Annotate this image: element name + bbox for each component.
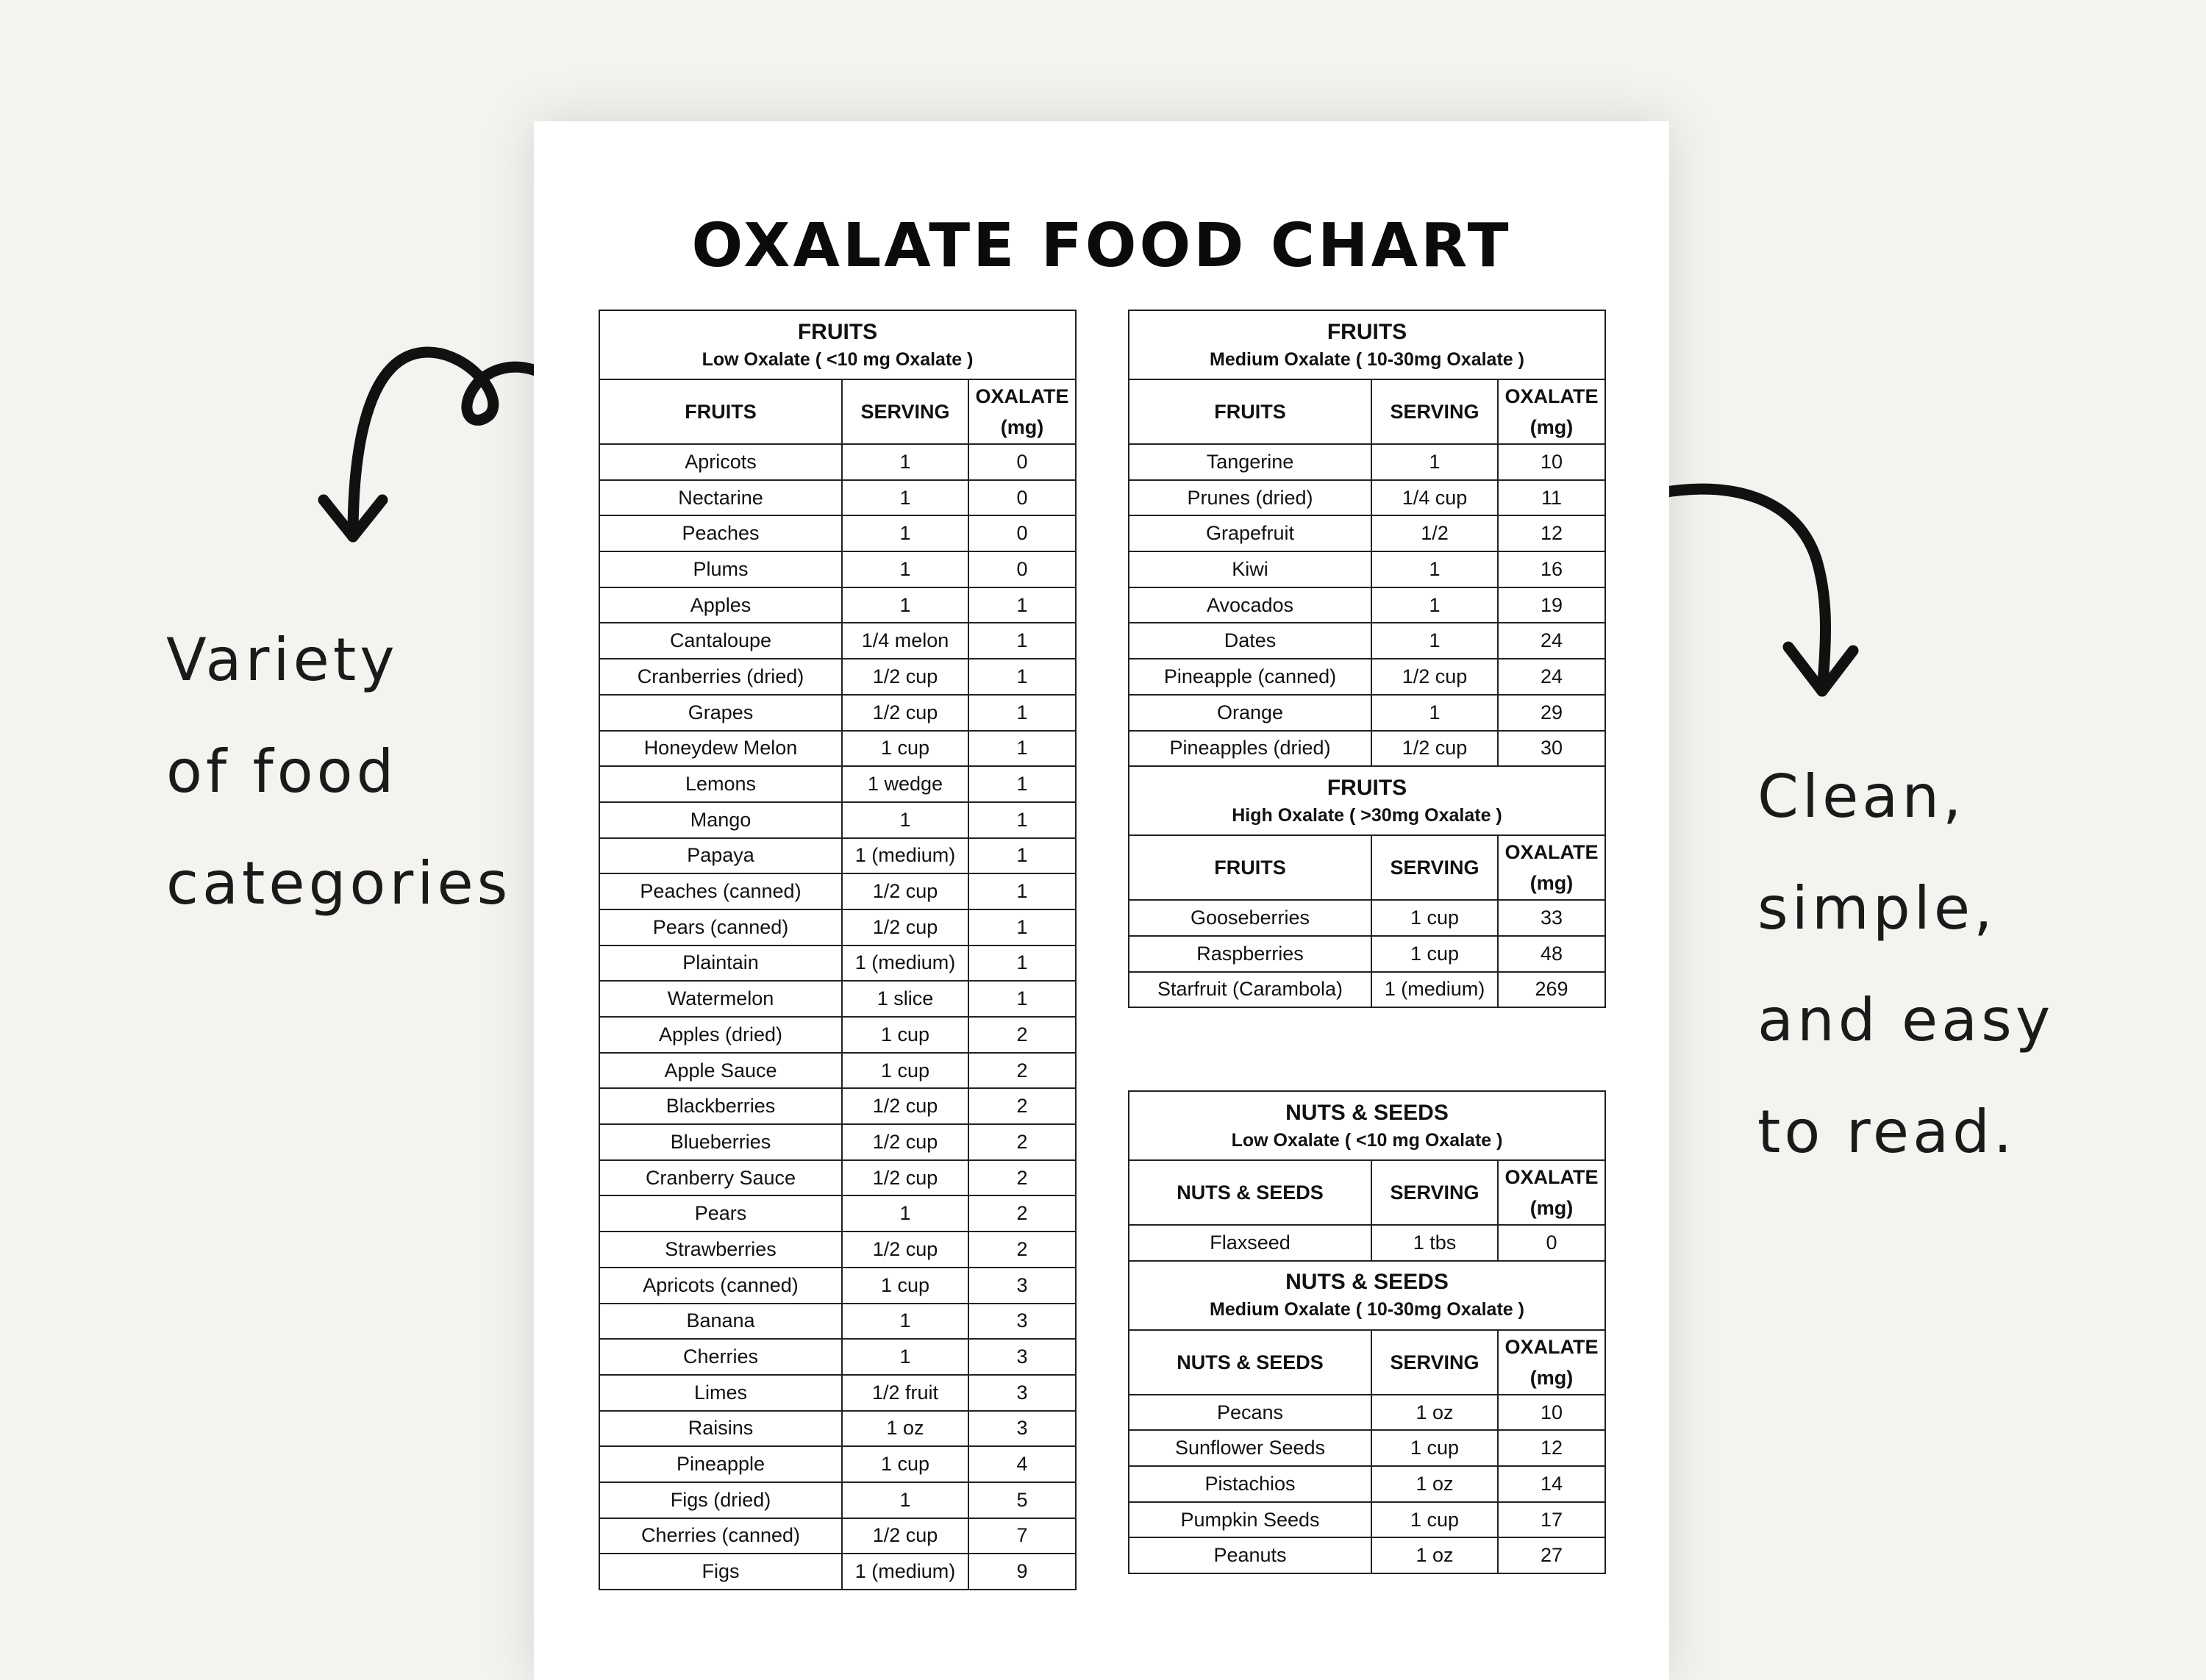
oxalate-mg-cell: 19 <box>1498 587 1605 623</box>
oxalate-mg-cell: 1 <box>968 695 1076 731</box>
column-header <box>1498 835 1605 900</box>
food-name-cell: Nectarine <box>599 480 842 516</box>
serving-cell: 1/2 cup <box>842 695 968 731</box>
serving-cell: 1/2 cup <box>842 909 968 946</box>
oxalate-mg-cell: 48 <box>1498 936 1605 972</box>
column-header-line: OXALATE <box>1504 1166 1599 1188</box>
oxalate-mg-cell: 3 <box>968 1339 1076 1375</box>
oxalate-mg-cell: 1 <box>968 623 1076 659</box>
serving-cell: 1/2 cup <box>842 659 968 695</box>
oxalate-mg-cell: 12 <box>1498 515 1605 551</box>
table-row <box>599 1124 1076 1160</box>
food-name-cell: Plums <box>599 551 842 587</box>
table-row <box>599 1017 1076 1053</box>
table-row <box>1129 515 1605 551</box>
section-category: FRUITS <box>1327 319 1407 344</box>
column-header-row <box>1129 1330 1605 1395</box>
column-header: SERVING <box>1371 1330 1498 1395</box>
table-row <box>1129 659 1605 695</box>
serving-cell: 1/2 <box>1371 515 1498 551</box>
section-category: FRUITS <box>797 319 878 344</box>
column-header: FRUITS <box>1129 379 1371 444</box>
oxalate-mg-cell: 9 <box>968 1554 1076 1590</box>
serving-cell: 1 wedge <box>842 766 968 802</box>
oxalate-mg-cell: 4 <box>968 1446 1076 1482</box>
column-header-line: (mg) <box>1529 416 1574 438</box>
table-row <box>599 659 1076 695</box>
serving-cell: 1 <box>842 551 968 587</box>
left-caption-line: categories <box>166 849 512 918</box>
serving-cell: 1/2 cup <box>842 1232 968 1268</box>
oxalate-mg-cell: 0 <box>968 551 1076 587</box>
food-name-cell: Pumpkin Seeds <box>1129 1502 1371 1538</box>
food-name-cell: Raspberries <box>1129 936 1371 972</box>
column-header-line: (mg) <box>1529 872 1574 895</box>
table-row <box>599 1339 1076 1375</box>
serving-cell: 1/2 fruit <box>842 1375 968 1411</box>
table-row <box>599 731 1076 767</box>
oxalate-mg-cell: 10 <box>1498 1395 1605 1431</box>
food-name-cell: Pineapples (dried) <box>1129 731 1371 767</box>
table-row <box>1129 1466 1605 1502</box>
food-name-cell: Figs (dried) <box>599 1482 842 1518</box>
food-name-cell: Flaxseed <box>1129 1225 1371 1261</box>
table-row <box>1129 695 1605 731</box>
table-row <box>599 1304 1076 1340</box>
table-row <box>1129 900 1605 936</box>
serving-cell: 1 <box>842 587 968 623</box>
nuts-seeds-table <box>1128 1090 1606 1574</box>
oxalate-mg-cell: 1 <box>968 873 1076 909</box>
food-name-cell: Watermelon <box>599 981 842 1017</box>
food-name-cell: Peaches (canned) <box>599 873 842 909</box>
oxalate-mg-cell: 2 <box>968 1160 1076 1196</box>
right-caption-line: to read. <box>1757 1098 2016 1166</box>
oxalate-mg-cell: 0 <box>968 515 1076 551</box>
oxalate-mg-cell: 11 <box>1498 480 1605 516</box>
oxalate-mg-cell: 12 <box>1498 1430 1605 1466</box>
table-row <box>1129 551 1605 587</box>
oxalate-mg-cell: 1 <box>968 659 1076 695</box>
table-row <box>599 873 1076 909</box>
table-row <box>599 1446 1076 1482</box>
serving-cell: 1 cup <box>842 1053 968 1089</box>
oxalate-mg-cell: 2 <box>968 1195 1076 1232</box>
oxalate-mg-cell: 24 <box>1498 623 1605 659</box>
oxalate-mg-cell: 3 <box>968 1375 1076 1411</box>
oxalate-mg-cell: 7 <box>968 1518 1076 1554</box>
table-row <box>599 1053 1076 1089</box>
column-header-line: OXALATE <box>1504 385 1599 407</box>
column-header <box>1498 1160 1605 1225</box>
oxalate-mg-cell: 24 <box>1498 659 1605 695</box>
table-row <box>1129 972 1605 1008</box>
food-name-cell: Pears <box>599 1195 842 1232</box>
table-row <box>599 802 1076 838</box>
table-row <box>599 1268 1076 1304</box>
food-name-cell: Orange <box>1129 695 1371 731</box>
serving-cell: 1 cup <box>842 1446 968 1482</box>
food-name-cell: Apples (dried) <box>599 1017 842 1053</box>
table-row <box>599 695 1076 731</box>
serving-cell: 1/4 cup <box>1371 480 1498 516</box>
oxalate-mg-cell: 3 <box>968 1304 1076 1340</box>
food-name-cell: Tangerine <box>1129 444 1371 480</box>
table-row <box>1129 1395 1605 1431</box>
serving-cell: 1/2 cup <box>842 1518 968 1554</box>
serving-cell: 1/2 cup <box>1371 659 1498 695</box>
table-section-header <box>1129 1261 1605 1330</box>
serving-cell: 1 <box>1371 695 1498 731</box>
serving-cell: 1 <box>842 515 968 551</box>
food-name-cell: Papaya <box>599 838 842 874</box>
column-header-line: (mg) <box>1529 1197 1574 1219</box>
column-header-line: (mg) <box>1000 416 1044 438</box>
column-header: SERVING <box>1371 379 1498 444</box>
oxalate-mg-cell: 0 <box>968 444 1076 480</box>
food-name-cell: Lemons <box>599 766 842 802</box>
table-row <box>599 838 1076 874</box>
table-row <box>599 1088 1076 1124</box>
serving-cell: 1 <box>842 1304 968 1340</box>
serving-cell: 1 <box>842 444 968 480</box>
column-header: NUTS & SEEDS <box>1129 1160 1371 1225</box>
table-section-header <box>1129 766 1605 835</box>
section-level: Medium Oxalate ( 10-30mg Oxalate ) <box>1210 1299 1524 1320</box>
serving-cell: 1 slice <box>842 981 968 1017</box>
oxalate-mg-cell: 1 <box>968 909 1076 946</box>
food-name-cell: Grapes <box>599 695 842 731</box>
food-name-cell: Banana <box>599 1304 842 1340</box>
table-row <box>1129 1502 1605 1538</box>
oxalate-mg-cell: 33 <box>1498 900 1605 936</box>
column-header: NUTS & SEEDS <box>1129 1330 1371 1395</box>
serving-cell: 1/2 cup <box>842 873 968 909</box>
table-row <box>599 1482 1076 1518</box>
serving-cell: 1 <box>842 480 968 516</box>
oxalate-mg-cell: 29 <box>1498 695 1605 731</box>
column-header <box>1498 379 1605 444</box>
serving-cell: 1 <box>842 1195 968 1232</box>
serving-cell: 1 cup <box>1371 1430 1498 1466</box>
oxalate-mg-cell: 1 <box>968 731 1076 767</box>
food-name-cell: Honeydew Melon <box>599 731 842 767</box>
column-header <box>968 379 1076 444</box>
serving-cell: 1 cup <box>1371 1502 1498 1538</box>
food-name-cell: Pecans <box>1129 1395 1371 1431</box>
chart-sheet <box>534 121 1669 1680</box>
serving-cell: 1 cup <box>1371 900 1498 936</box>
section-category: NUTS & SEEDS <box>1285 1100 1449 1125</box>
table-row <box>599 1554 1076 1590</box>
food-name-cell: Cranberries (dried) <box>599 659 842 695</box>
serving-cell: 1 <box>1371 444 1498 480</box>
serving-cell: 1 (medium) <box>842 1554 968 1590</box>
serving-cell: 1 oz <box>1371 1537 1498 1573</box>
oxalate-mg-cell: 3 <box>968 1268 1076 1304</box>
table-row <box>599 766 1076 802</box>
fruits-low-table <box>599 310 1077 1590</box>
food-name-cell: Dates <box>1129 623 1371 659</box>
column-header-line: OXALATE <box>975 385 1069 407</box>
table-row <box>599 587 1076 623</box>
serving-cell: 1 cup <box>1371 936 1498 972</box>
oxalate-mg-cell: 27 <box>1498 1537 1605 1573</box>
food-name-cell: Blueberries <box>599 1124 842 1160</box>
serving-cell: 1/4 melon <box>842 623 968 659</box>
food-name-cell: Apples <box>599 587 842 623</box>
food-name-cell: Peaches <box>599 515 842 551</box>
oxalate-mg-cell: 269 <box>1498 972 1605 1008</box>
food-name-cell: Pistachios <box>1129 1466 1371 1502</box>
column-header-line: OXALATE <box>1504 841 1599 864</box>
serving-cell: 1/2 cup <box>842 1088 968 1124</box>
right-caption-line: Clean, <box>1757 762 1966 831</box>
table-row <box>599 444 1076 480</box>
food-name-cell: Strawberries <box>599 1232 842 1268</box>
food-name-cell: Starfruit (Carambola) <box>1129 972 1371 1008</box>
left-caption <box>166 604 511 940</box>
table-row <box>599 1411 1076 1447</box>
section-category: FRUITS <box>1327 775 1407 800</box>
food-name-cell: Apricots (canned) <box>599 1268 842 1304</box>
serving-cell: 1 <box>1371 551 1498 587</box>
oxalate-mg-cell: 1 <box>968 838 1076 874</box>
food-name-cell: Grapefruit <box>1129 515 1371 551</box>
serving-cell: 1 oz <box>1371 1466 1498 1502</box>
food-name-cell: Blackberries <box>599 1088 842 1124</box>
food-name-cell: Gooseberries <box>1129 900 1371 936</box>
food-name-cell: Cantaloupe <box>599 623 842 659</box>
column-header-line: (mg) <box>1529 1366 1574 1389</box>
table-row <box>1129 480 1605 516</box>
column-header: SERVING <box>842 379 968 444</box>
food-name-cell: Prunes (dried) <box>1129 480 1371 516</box>
section-category: NUTS & SEEDS <box>1285 1270 1449 1295</box>
table-row <box>599 981 1076 1017</box>
serving-cell: 1/2 cup <box>842 1160 968 1196</box>
serving-cell: 1 (medium) <box>842 946 968 982</box>
food-name-cell: Figs <box>599 1554 842 1590</box>
table-row <box>1129 623 1605 659</box>
food-name-cell: Pineapple <box>599 1446 842 1482</box>
table-row <box>1129 587 1605 623</box>
oxalate-mg-cell: 2 <box>968 1088 1076 1124</box>
oxalate-mg-cell: 0 <box>968 480 1076 516</box>
table-section-header <box>599 310 1076 379</box>
food-name-cell: Limes <box>599 1375 842 1411</box>
serving-cell: 1/2 cup <box>1371 731 1498 767</box>
page-title: OXALATE FOOD CHART <box>691 211 1512 281</box>
food-name-cell: Cherries (canned) <box>599 1518 842 1554</box>
food-name-cell: Kiwi <box>1129 551 1371 587</box>
serving-cell: 1 <box>1371 587 1498 623</box>
table-row <box>599 551 1076 587</box>
food-name-cell: Peanuts <box>1129 1537 1371 1573</box>
oxalate-mg-cell: 0 <box>1498 1225 1605 1261</box>
oxalate-mg-cell: 14 <box>1498 1466 1605 1502</box>
table-row <box>1129 1430 1605 1466</box>
table-row <box>599 1195 1076 1232</box>
fruits-medium-high-table <box>1128 310 1606 1008</box>
right-caption-line: simple, <box>1757 874 1996 943</box>
table-row <box>599 1518 1076 1554</box>
left-caption-line: Variety <box>166 626 399 694</box>
food-name-cell: Apple Sauce <box>599 1053 842 1089</box>
oxalate-mg-cell: 1 <box>968 587 1076 623</box>
food-name-cell: Plaintain <box>599 946 842 982</box>
section-level: Low Oxalate ( <10 mg Oxalate ) <box>702 348 974 370</box>
right-caption <box>1757 741 2054 1188</box>
column-header-row <box>599 379 1076 444</box>
table-row <box>1129 444 1605 480</box>
food-name-cell: Pears (canned) <box>599 909 842 946</box>
left-caption-line: of food <box>166 737 398 806</box>
oxalate-mg-cell: 30 <box>1498 731 1605 767</box>
column-header: FRUITS <box>1129 835 1371 900</box>
serving-cell: 1 cup <box>842 731 968 767</box>
section-level: High Oxalate ( >30mg Oxalate ) <box>1232 804 1502 826</box>
oxalate-mg-cell: 17 <box>1498 1502 1605 1538</box>
oxalate-mg-cell: 1 <box>968 946 1076 982</box>
right-caption-line: and easy <box>1757 986 2055 1054</box>
serving-cell: 1/2 cup <box>842 1124 968 1160</box>
food-name-cell: Raisins <box>599 1411 842 1447</box>
table-row <box>599 515 1076 551</box>
serving-cell: 1 cup <box>842 1017 968 1053</box>
food-name-cell: Cherries <box>599 1339 842 1375</box>
oxalate-mg-cell: 10 <box>1498 444 1605 480</box>
column-header-line: OXALATE <box>1504 1335 1599 1358</box>
serving-cell: 1 oz <box>1371 1395 1498 1431</box>
table-row <box>599 623 1076 659</box>
oxalate-mg-cell: 1 <box>968 981 1076 1017</box>
table-row <box>1129 1225 1605 1261</box>
food-name-cell: Mango <box>599 802 842 838</box>
column-header: FRUITS <box>599 379 842 444</box>
table-section-header <box>1129 1091 1605 1160</box>
food-name-cell: Avocados <box>1129 587 1371 623</box>
serving-cell: 1 tbs <box>1371 1225 1498 1261</box>
section-level: Low Oxalate ( <10 mg Oxalate ) <box>1231 1129 1503 1151</box>
column-header <box>1498 1330 1605 1395</box>
column-header-row <box>1129 835 1605 900</box>
oxalate-mg-cell: 2 <box>968 1017 1076 1053</box>
table-row <box>599 1160 1076 1196</box>
oxalate-mg-cell: 2 <box>968 1124 1076 1160</box>
table-row <box>599 1375 1076 1411</box>
oxalate-mg-cell: 16 <box>1498 551 1605 587</box>
section-level: Medium Oxalate ( 10-30mg Oxalate ) <box>1210 348 1524 370</box>
serving-cell: 1 cup <box>842 1268 968 1304</box>
oxalate-mg-cell: 1 <box>968 766 1076 802</box>
column-header: SERVING <box>1371 1160 1498 1225</box>
food-name-cell: Pineapple (canned) <box>1129 659 1371 695</box>
serving-cell: 1 (medium) <box>1371 972 1498 1008</box>
serving-cell: 1 <box>842 1339 968 1375</box>
table-row <box>599 946 1076 982</box>
food-name-cell: Sunflower Seeds <box>1129 1430 1371 1466</box>
table-section-header <box>1129 310 1605 379</box>
column-header-row <box>1129 1160 1605 1225</box>
oxalate-mg-cell: 3 <box>968 1411 1076 1447</box>
oxalate-mg-cell: 1 <box>968 802 1076 838</box>
table-row <box>1129 1537 1605 1573</box>
table-row <box>599 480 1076 516</box>
serving-cell: 1 oz <box>842 1411 968 1447</box>
food-name-cell: Apricots <box>599 444 842 480</box>
table-row <box>1129 731 1605 767</box>
table-row <box>599 1232 1076 1268</box>
oxalate-mg-cell: 5 <box>968 1482 1076 1518</box>
serving-cell: 1 <box>1371 623 1498 659</box>
column-header: SERVING <box>1371 835 1498 900</box>
serving-cell: 1 <box>842 802 968 838</box>
food-name-cell: Cranberry Sauce <box>599 1160 842 1196</box>
table-row <box>599 909 1076 946</box>
serving-cell: 1 <box>842 1482 968 1518</box>
serving-cell: 1 (medium) <box>842 838 968 874</box>
oxalate-mg-cell: 2 <box>968 1232 1076 1268</box>
oxalate-mg-cell: 2 <box>968 1053 1076 1089</box>
column-header-row <box>1129 379 1605 444</box>
table-row <box>1129 936 1605 972</box>
